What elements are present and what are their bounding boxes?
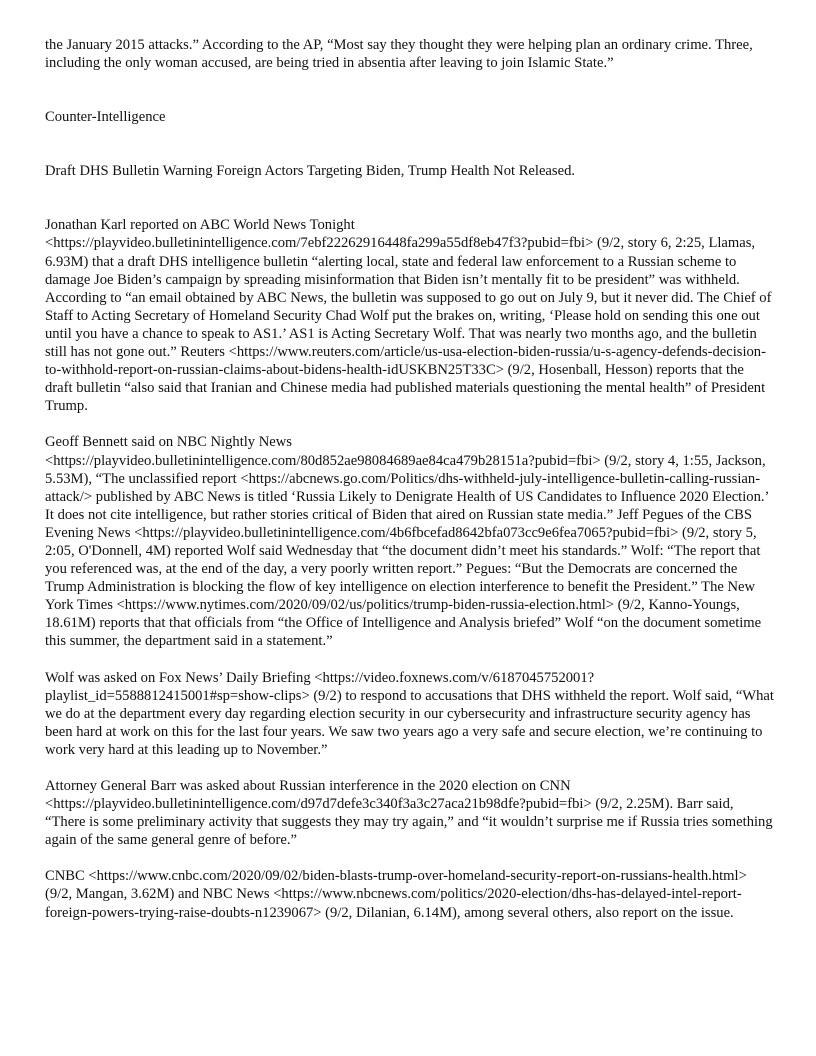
paragraph-fox-report: Wolf was asked on Fox News’ Daily Briefing <https://video.foxnews.com/v/6187045752001?playlist_id=5588812415001#sp=show-clips> (9/2) to respond to accusations that DHS withheld the report. Wolf said, “What we do at the department every day regarding election security in our cybersecurity and infrastructure security agency has been hard at work on this for the last four years. We saw two years ago a very safe and secure election, we’re continuing to work very hard at this leading up to November.” xyxy=(45,669,774,758)
paragraph-continuation: the January 2015 attacks.” According to the AP, “Most say they thought they were helping plan an ordinary crime. Three, including the only woman accused, are being tried in absentia after leaving to join Islamic State.” xyxy=(45,37,753,72)
spacer xyxy=(45,126,775,162)
document-page xyxy=(45,36,775,922)
paragraph-cnn-report: Attorney General Barr was asked about Russian interference in the 2020 election on CNN <https://playvideo.bulletinintelligence.com/d97d7defe3c340f3a3c27aca21b98dfe?pubid=fbi> (9/2, 2.25M). Barr said, “There is some preliminary activity that suggests they may try again,” and “it wouldn’t surprise me if Russia tries something again of the same general genre of before.” xyxy=(45,778,773,849)
paragraph-abc-report: Jonathan Karl reported on ABC World News Tonight <https://playvideo.bulletinintelligence.com/7ebf22262916448fa299a55df8eb47f3?pubid=fbi> (9/2, story 6, 2:25, Llamas, 6.93M) that a draft DHS intelligence bulletin “alerting local, state and federal law enforcement to a Russian scheme to damage Joe Biden’s campaign by spreading misinformation that Biden isn’t mentally fit to be president” was withheld. According to “an email obtained by ABC News, the bulletin was supposed to go out on July 9, but it never did. The Chief of Staff to Acting Secretary of Homeland Security Chad Wolf put the brakes on, writing, ‘Please hold on sending this one out until you have a chance to speak to AS1.’ AS1 is Acting Secretary Wolf. That was nearly two months ago, and the bulletin still has not gone out.” Reuters <https://www.reuters.com/article/us-usa-election-biden-russia/u-s-agency-defends-decision-to-withhold-report-on-russian-claims-about-bidens-health-idUSKBN25T33C> (9/2, Hosenball, Hesson) reports that the draft bulletin “also said that Iranian and Chinese media had published materials questioning the mental health” of President Trump. xyxy=(45,217,772,415)
paragraph-cnbc-report: CNBC <https://www.cnbc.com/2020/09/02/biden-blasts-trump-over-homeland-security-report-on-russians-health.html> (9/2, Mangan, 3.62M) and NBC News <https://www.nbcnews.com/politics/2020-election/dhs-has-delayed-intel-report-foreign-powers-trying-raise-doubts-n1239067> (9/2, Dilanian, 6.14M), among several others, also report on the issue. xyxy=(45,868,747,921)
story-heading: Draft DHS Bulletin Warning Foreign Actors Targeting Biden, Trump Health Not Released. xyxy=(45,163,576,180)
section-heading: Counter-Intelligence xyxy=(45,109,166,126)
spacer xyxy=(45,849,775,867)
spacer xyxy=(45,759,775,777)
spacer xyxy=(45,651,775,669)
spacer xyxy=(45,180,775,216)
spacer xyxy=(45,72,775,108)
spacer xyxy=(45,415,775,433)
paragraph-nbc-report: Geoff Bennett said on NBC Nightly News <https://playvideo.bulletinintelligence.com/80d852ae98084689ae84ca479b28151a?pubid=fbi> (9/2, story 4, 1:55, Jackson, 5.53M), “The unclassified report <https://abcnews.go.com/Politics/dhs-withheld-july-intelligence-bulletin-calling-russian-attack/> published by ABC News is titled ‘Russia Likely to Denigrate Health of US Candidates to Influence 2020 Election.’ It does not cite intelligence, but rather stories critical of Biden that aired on Russian state media.” Jeff Pegues of the CBS Evening News <https://playvideo.bulletinintelligence.com/4b6fbcefad8642bfa073cc9e6fea7065?pubid=fbi> (9/2, story 5, 2:05, O'Donnell, 4M) reported Wolf said Wednesday that “the document didn’t meet his standards.” Wolf: “The report that you referenced was, at the end of the day, a very poorly written report.” Pegues: “But the Democrats are concerned the Trump Administration is blocking the flow of key intelligence on election interference to benefit the President.” The New York Times <https://www.nytimes.com/2020/09/02/us/politics/trump-biden-russia-election.html> (9/2, Kanno-Youngs, 18.61M) reports that that officials from “the Office of Intelligence and Analysis briefed” Wolf “on the document sometime this summer, the department said in a statement.” xyxy=(45,434,769,650)
